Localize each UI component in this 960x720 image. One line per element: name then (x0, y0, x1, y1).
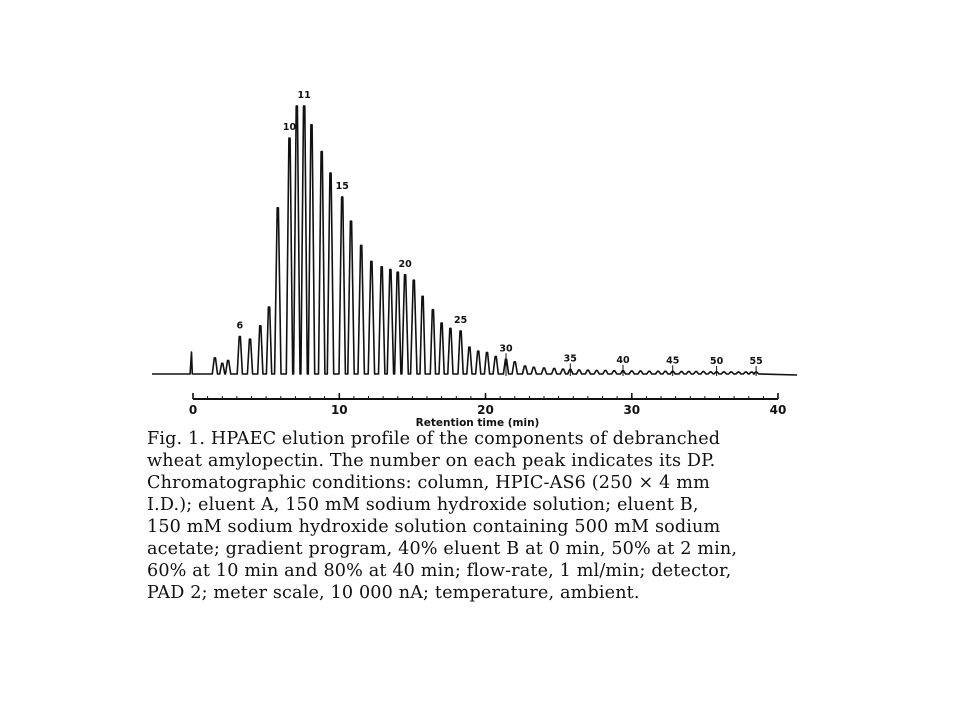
peak-point (703, 371, 705, 373)
peak-label: 35 (563, 353, 577, 365)
caption-line: 60% at 10 min and 80% at 40 min; flow-rate, 1 ml/min; detector, (147, 561, 732, 581)
caption-line: PAD 2; meter scale, 10 000 nA; temperature, ambient. (147, 583, 640, 603)
caption-line: Chromatographic conditions: column, HPIC-AS6 (250 × 4 mm (147, 473, 710, 493)
peak-label: 45 (666, 355, 680, 367)
peak-point (562, 368, 564, 370)
peak-point (381, 266, 383, 268)
x-axis-label: Retention time (min) (415, 417, 540, 429)
x-tick-label: 20 (477, 403, 494, 417)
peak-point (311, 124, 313, 126)
x-tick-label: 10 (330, 403, 348, 417)
peak-point (413, 279, 415, 281)
peak-point (341, 196, 343, 198)
peak-point (543, 367, 545, 369)
peak-point (695, 371, 697, 373)
peak-point (214, 357, 216, 359)
peak-point (239, 336, 241, 338)
x-tick-label: 30 (623, 403, 641, 417)
caption-line: I.D.); eluent A, 150 mM sodium hydroxide solution; eluent B, (147, 495, 699, 515)
peak-point (260, 325, 262, 327)
peak-point (249, 338, 251, 340)
peak-label: 6 (236, 320, 244, 332)
peak-point (514, 361, 516, 363)
peak-point (360, 245, 362, 247)
peak-point (751, 371, 753, 373)
peak-point (371, 261, 373, 263)
peak-point (631, 370, 633, 372)
caption-line: 150 mM sodium hydroxide solution containing 500 mM sodium (147, 517, 721, 537)
peak-point (227, 360, 229, 362)
caption-line: Fig. 1. HPAEC elution profile of the components of debranched (147, 429, 721, 449)
caption-line: acetate; gradient program, 40% eluent B at 0 min, 50% at 2 min, (147, 539, 738, 559)
peak-point (450, 328, 452, 330)
peak-label: 10 (282, 122, 297, 134)
peak-point (640, 370, 642, 372)
peak-point (738, 371, 740, 373)
peak-point (613, 370, 615, 372)
peak-point (330, 172, 332, 174)
peak-point (681, 371, 683, 373)
peak-point (222, 363, 224, 365)
peak-point (268, 306, 270, 308)
peak-point (390, 269, 392, 271)
peak-label: 11 (297, 90, 311, 101)
peak-point (649, 371, 651, 373)
peak-point (524, 365, 526, 367)
peak-point (486, 352, 488, 354)
peak-point (321, 151, 323, 153)
peak-point (432, 309, 434, 311)
peak-point (495, 356, 497, 358)
peak-point (303, 105, 305, 107)
peak-point (277, 207, 279, 209)
peak-point (578, 369, 580, 371)
peak-label: 30 (499, 343, 513, 355)
peak-label: 20 (398, 258, 412, 270)
peak-point (404, 274, 406, 276)
peak-label: 40 (616, 354, 630, 366)
peak-point (745, 371, 747, 373)
peak-point (596, 370, 598, 372)
peak-point (469, 346, 471, 348)
peak-point (477, 350, 479, 352)
peak-point (350, 220, 352, 222)
peak-point (605, 370, 607, 372)
peak-point (723, 371, 725, 373)
peak-label: 55 (749, 356, 763, 368)
peak-point (587, 369, 589, 371)
peak-label: 25 (453, 315, 468, 327)
peak-point (422, 296, 424, 298)
peak-point (441, 322, 443, 324)
peak-point (710, 371, 712, 373)
x-tick-label: 0 (188, 403, 198, 417)
caption-line: wheat amylopectin. The number on each peak indicates its DP. (147, 451, 716, 471)
chromatogram-trace (152, 106, 797, 375)
peak-point (657, 371, 659, 373)
peak-label: 50 (709, 355, 724, 367)
figure-caption (147, 428, 847, 604)
peak-point (665, 371, 667, 373)
peak-point (289, 137, 291, 139)
peak-point (533, 367, 535, 369)
peak-point (460, 330, 462, 332)
peak-point (688, 371, 690, 373)
peak-point (730, 371, 732, 373)
peak-point (397, 271, 399, 273)
x-tick-label: 40 (769, 403, 787, 417)
peak-point (553, 368, 555, 370)
peak-label: 15 (335, 181, 349, 193)
peak-point (296, 105, 298, 107)
